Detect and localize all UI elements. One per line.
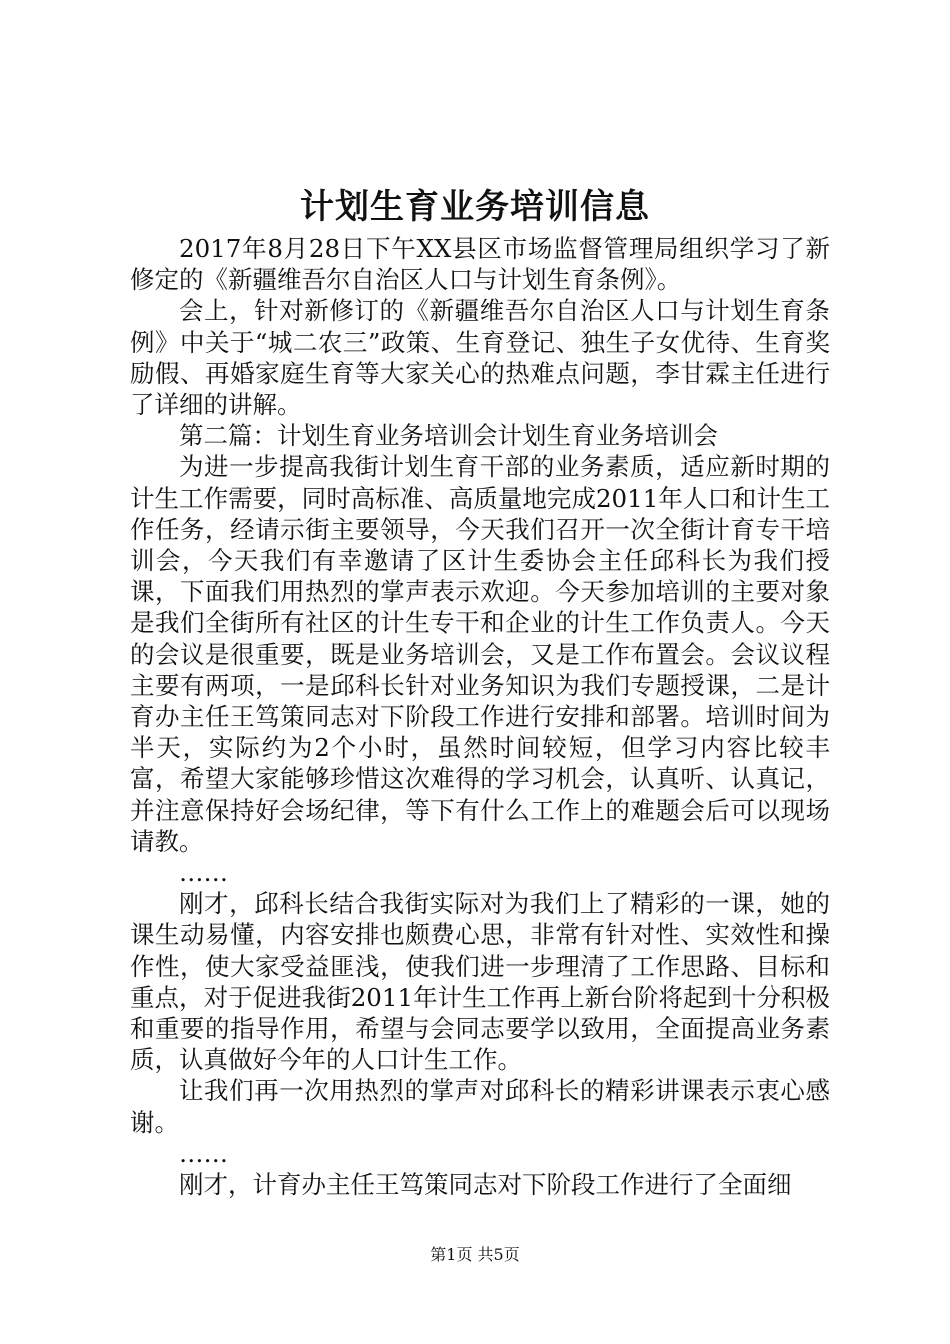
paragraph: 刚才，邱科长结合我街实际对为我们上了精彩的一课，她的课生动易懂，内容安排也颇费心思，非常有针对性、实效性和操作性，使大家受益匪浅，使我们进一步理清了工作思路、目标和重点，对于促进我街2011年计生工作再上新台阶将起到十分积极和重要的指导作用，希望与会同志要学以致用，全面提高业务素质，认真做好今年的人口计生工作。 (130, 889, 830, 1075)
paragraph: 让我们再一次用热烈的掌声对邱科长的精彩讲课表示衷心感谢。 (130, 1076, 830, 1137)
paragraph: 为进一步提高我街计划生育干部的业务素质，适应新时期的计生工作需要，同时高标准、高质量地完成2011年人口和计生工作任务，经请示街主要领导，今天我们召开一次全街计育专干培训会，今天我们有幸邀请了区计生委协会主任邱科长为我们授课，下面我们用热烈的掌声表示欢迎。今天参加培训的主要对象是我们全街所有社区的计生专干和企业的计生工作负责人。今天的会议是很重要，既是业务培训会，又是工作布置会。会议议程主要有两项，一是邱科长针对业务知识为我们专题授课，二是计育办主任王笃策同志对下阶段工作进行安排和部署。培训时间为半天，实际约为2个小时，虽然时间较短，但学习内容比较丰富，希望大家能够珍惜这次难得的学习机会，认真听、认真记，并注意保持好会场纪律，等下有什么工作上的难题会后可以现场请教。 (130, 452, 830, 856)
section-heading: 第二篇：计划生育业务培训会计划生育业务培训会 (179, 421, 718, 451)
paragraph: 2017年8月28日下午XX县区市场监督管理局组织学习了新修定的《新疆维吾尔自治区人口与计划生育条例》。 (130, 234, 830, 295)
document-title: 计划生育业务培训信息 (300, 187, 650, 227)
document-body (130, 233, 830, 1200)
paragraph: 刚才，计育办主任王笃策同志对下阶段工作进行了全面细 (179, 1170, 792, 1200)
ellipsis-line: …… (179, 1138, 228, 1168)
paragraph: 会上，针对新修订的《新疆维吾尔自治区人口与计划生育条例》中关于“城二农三”政策、生育登记、独生子女优待、生育奖励假、再婚家庭生育等大家关心的热难点问题，李甘霖主任进行了详细的讲解。 (130, 296, 830, 420)
ellipsis-line: …… (179, 858, 228, 888)
page-number-footer: 第1页 共5页 (430, 1245, 520, 1264)
